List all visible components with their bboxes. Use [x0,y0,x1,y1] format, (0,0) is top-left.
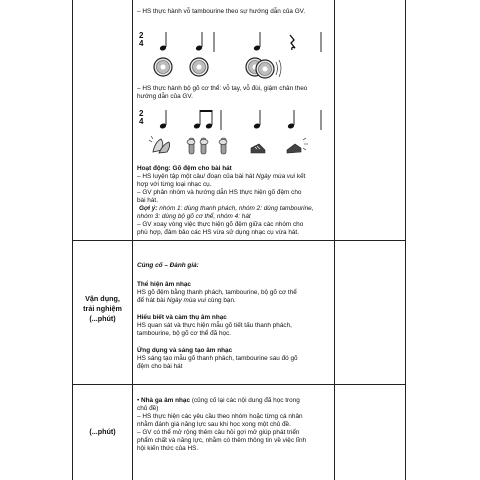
section-label-line-1: Vận dụng, [85,294,120,303]
quarter-note-icon [253,32,261,51]
split-line-2: bài hát. [137,197,158,204]
stomping-shoe-icon [287,138,308,153]
thigh-pat-icon [219,138,227,154]
stomping-shoe-icon [251,144,265,153]
split-line-1: – GV phân nhóm và hướng dẫn HS thực hiện gõ đệm cho [137,189,302,196]
tambourine-instruction: – HS thực hành vỗ tambourine theo sự hướng dẫn của GV. [137,8,306,15]
music-station-line-1: • Nhà ga âm nhạc (củng cố lại các nội dung đã học trong [137,397,300,404]
practice-line-1: – HS luyện tập một câu/ đoạn của bài hát Ngày mùa vui kết [137,173,306,180]
consolidate-heading: Củng cố – Đánh giá: [137,262,199,269]
tambourine-icon [154,58,172,76]
music-station-title: Nhà ga âm nhạc [141,397,191,404]
time-signature-bottom-1: 4 [139,39,144,48]
quarter-note-icon [159,110,167,129]
table-row-divider-1 [72,240,406,241]
music-understanding-line-1: HS quan sát và thực hiện mẫu gõ tiết tấu thanh phách, [137,322,292,329]
quarter-note-icon [253,110,261,129]
time-signature-bottom-2: 4 [139,117,144,126]
rhythm-notation-1 [145,26,335,56]
suggestion-line-1: Gợi ý: nhóm 1: dùng thanh phách, nhóm 2: dùng tambourine, [139,205,314,212]
clapping-hands-icon [149,136,170,153]
rhythm-notation-2 [145,104,335,134]
section-label-duration-3: (...phút) [89,427,116,436]
music-station-line-5: – GV có thể mở rộng thêm câu hỏi gợi mở giúp phát triển [137,429,300,436]
suggestion-label: Gợi ý: [139,205,158,212]
song-title: Ngày mùa vui [166,297,206,304]
section-label-line-2: trải nghiệm [83,304,122,313]
body-percussion-instruction-line-2: hướng dẫn của GV. [137,93,193,100]
body-percussion-icon-row [145,134,345,158]
eighth-notes-icon [193,110,213,129]
tambourine-icon-row [145,56,345,78]
bullet-icon: • [137,397,140,404]
music-creativity-line-2: đệm cho bài hát [137,363,183,370]
tambourine-icon [190,58,208,76]
rotate-line-1: – GV xoay vòng việc thực hiện gõ đệm giữa các nhóm cho [137,221,304,228]
time-signature-top-2: 2 [139,109,144,118]
section-label-application [73,294,132,324]
music-station-line-2: chủ đề) [137,405,159,412]
table-row-divider-2 [72,384,406,385]
song-title: Ngày mùa vui [256,173,296,180]
music-understanding-line-2: tambourine, bộ gõ cơ thể đã học. [137,330,232,337]
music-station-line-7: hội kiến thức của HS. [137,445,199,452]
heading-music-creativity: Ứng dụng và sáng tạo âm nhạc [137,347,233,354]
body-percussion-instruction-line-1: – HS thực hành bộ gõ cơ thể: vỗ tay, vỗ đùi, giậm chân theo [137,85,308,92]
quarter-note-icon [287,110,295,129]
rotate-line-2: phù hợp, đảm bảo các HS vừa sử dụng nhạc cụ vừa hát. [137,229,299,236]
activity-heading: Hoạt động: Gõ đệm cho bài hát [137,165,232,172]
quarter-note-icon [159,32,167,51]
music-station-line-4: nhằm đánh giá năng lực sau khi học xong một chủ đề. [137,421,291,428]
music-expression-line-1: HS gõ đệm bằng thanh phách, tambourine, bộ gõ cơ thể [137,289,297,296]
music-station-line-3: – HS thực hiện các yêu cầu theo nhóm hoặc từng cá nhân [137,413,303,420]
music-station-line-6: phẩm chất và năng lực, nhằm có thêm thông tin về việc lĩnh [137,437,307,444]
time-signature-top-1: 2 [139,31,144,40]
music-creativity-line-1: HS sáng tạo mẫu gõ thanh phách, tambourine sau đó gõ [137,355,298,362]
practice-line-2: hợp với từng loại nhạc cụ. [137,181,212,188]
thigh-pat-icon [187,138,208,154]
heading-music-expression: Thể hiện âm nhạc [137,281,191,288]
music-expression-line-2: để hát bài Ngày mùa vui cùng bạn. [137,297,236,304]
suggestion-line-2: nhóm 3: dùng bộ gõ cơ thể, nhóm 4: hát [137,213,251,220]
quarter-rest-icon [290,35,295,50]
heading-music-understanding: Hiểu biết và cảm thụ âm nhạc [137,314,227,321]
quarter-note-icon [195,32,203,51]
shaking-tambourine-icon [256,60,281,78]
section-label-duration: (...phút) [89,314,116,323]
